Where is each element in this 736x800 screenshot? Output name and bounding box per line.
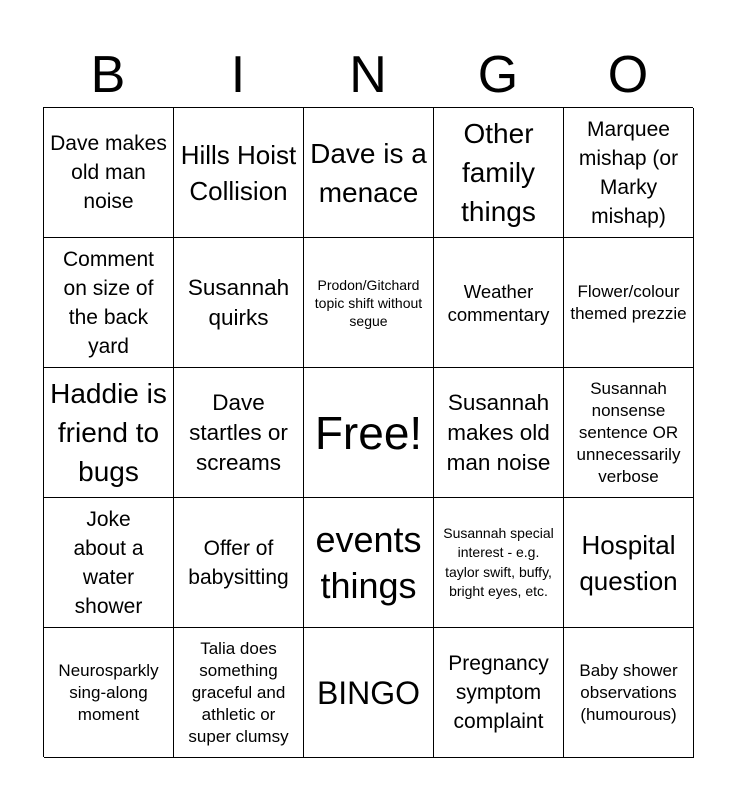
bingo-cell-r4c3[interactable] [304, 498, 434, 628]
cell-text: Haddie is friend to bugs [50, 378, 167, 487]
header-letter-b: B [90, 46, 126, 104]
bingo-cell-r1c1[interactable] [44, 108, 174, 238]
header-letter-n: N [349, 46, 387, 104]
cell-text: Dave makes old man noise [50, 132, 167, 213]
bingo-cell-r1c5[interactable] [564, 108, 694, 238]
cell-text: Hospital question [579, 529, 678, 596]
cell-text: Weather commentary [447, 280, 550, 325]
bingo-cell-free[interactable] [304, 368, 434, 498]
cell-text: Comment on size of the back yard [62, 247, 155, 358]
cell-text: Other family things [461, 118, 536, 227]
cell-text: Susannah nonsense sentence OR unnecessarily verbose [576, 378, 681, 486]
free-space-text: Free! [314, 406, 423, 459]
bingo-cell-r5c1[interactable] [44, 628, 174, 758]
bingo-cell-r5c2[interactable] [174, 628, 304, 758]
cell-text: Baby shower observations (humourous) [579, 660, 678, 724]
bingo-cell-r3c2[interactable] [174, 368, 304, 498]
bingo-cell-r2c2[interactable] [174, 238, 304, 368]
cell-text: Susannah quirks [187, 274, 290, 330]
bingo-cell-r3c5[interactable] [564, 368, 694, 498]
bingo-grid [43, 107, 693, 757]
bingo-cell-r5c4[interactable] [434, 628, 564, 758]
bingo-cell-r2c5[interactable] [564, 238, 694, 368]
bingo-cell-r3c1[interactable] [44, 368, 174, 498]
bingo-cell-r2c1[interactable] [44, 238, 174, 368]
header-letter-i: I [230, 46, 246, 104]
cell-text: Joke about a water shower [73, 507, 144, 618]
bingo-cell-r4c2[interactable] [174, 498, 304, 628]
cell-text: events things [315, 518, 422, 606]
cell-text: Susannah makes old man noise [446, 389, 551, 475]
bingo-header [43, 44, 693, 106]
bingo-cell-r1c4[interactable] [434, 108, 564, 238]
header-letter-o: O [607, 46, 649, 104]
cell-text: Marquee mishap (or Marky mishap) [578, 117, 679, 228]
cell-text: Flower/colour themed prezzie [570, 281, 687, 323]
bingo-cell-r2c4[interactable] [434, 238, 564, 368]
cell-text: Dave startles or screams [189, 389, 288, 475]
cell-text: Neurosparkly sing-along moment [58, 660, 159, 724]
cell-text: Dave is a menace [310, 137, 427, 208]
bingo-cell-r5c3[interactable] [304, 628, 434, 758]
bingo-cell-r3c4[interactable] [434, 368, 564, 498]
cell-text: Talia does something graceful and athletic or super clumsy [188, 638, 289, 746]
cell-text: Susannah special interest - e.g. taylor swift, buffy, bright eyes, etc. [443, 524, 554, 599]
bingo-cell-r1c2[interactable] [174, 108, 304, 238]
cell-text: Prodon/Gitchard topic shift without segue [314, 276, 423, 329]
cell-text: Offer of babysitting [188, 536, 289, 589]
bingo-cell-r1c3[interactable] [304, 108, 434, 238]
bingo-cell-r4c4[interactable] [434, 498, 564, 628]
bingo-cell-r4c5[interactable] [564, 498, 694, 628]
bingo-cell-r5c5[interactable] [564, 628, 694, 758]
cell-text: Pregnancy symptom complaint [448, 652, 549, 733]
cell-text: BINGO [316, 674, 421, 711]
cell-text: Hills Hoist Collision [180, 139, 297, 206]
bingo-cell-r4c1[interactable] [44, 498, 174, 628]
header-letter-g: G [477, 46, 519, 104]
bingo-cell-r2c3[interactable] [304, 238, 434, 368]
